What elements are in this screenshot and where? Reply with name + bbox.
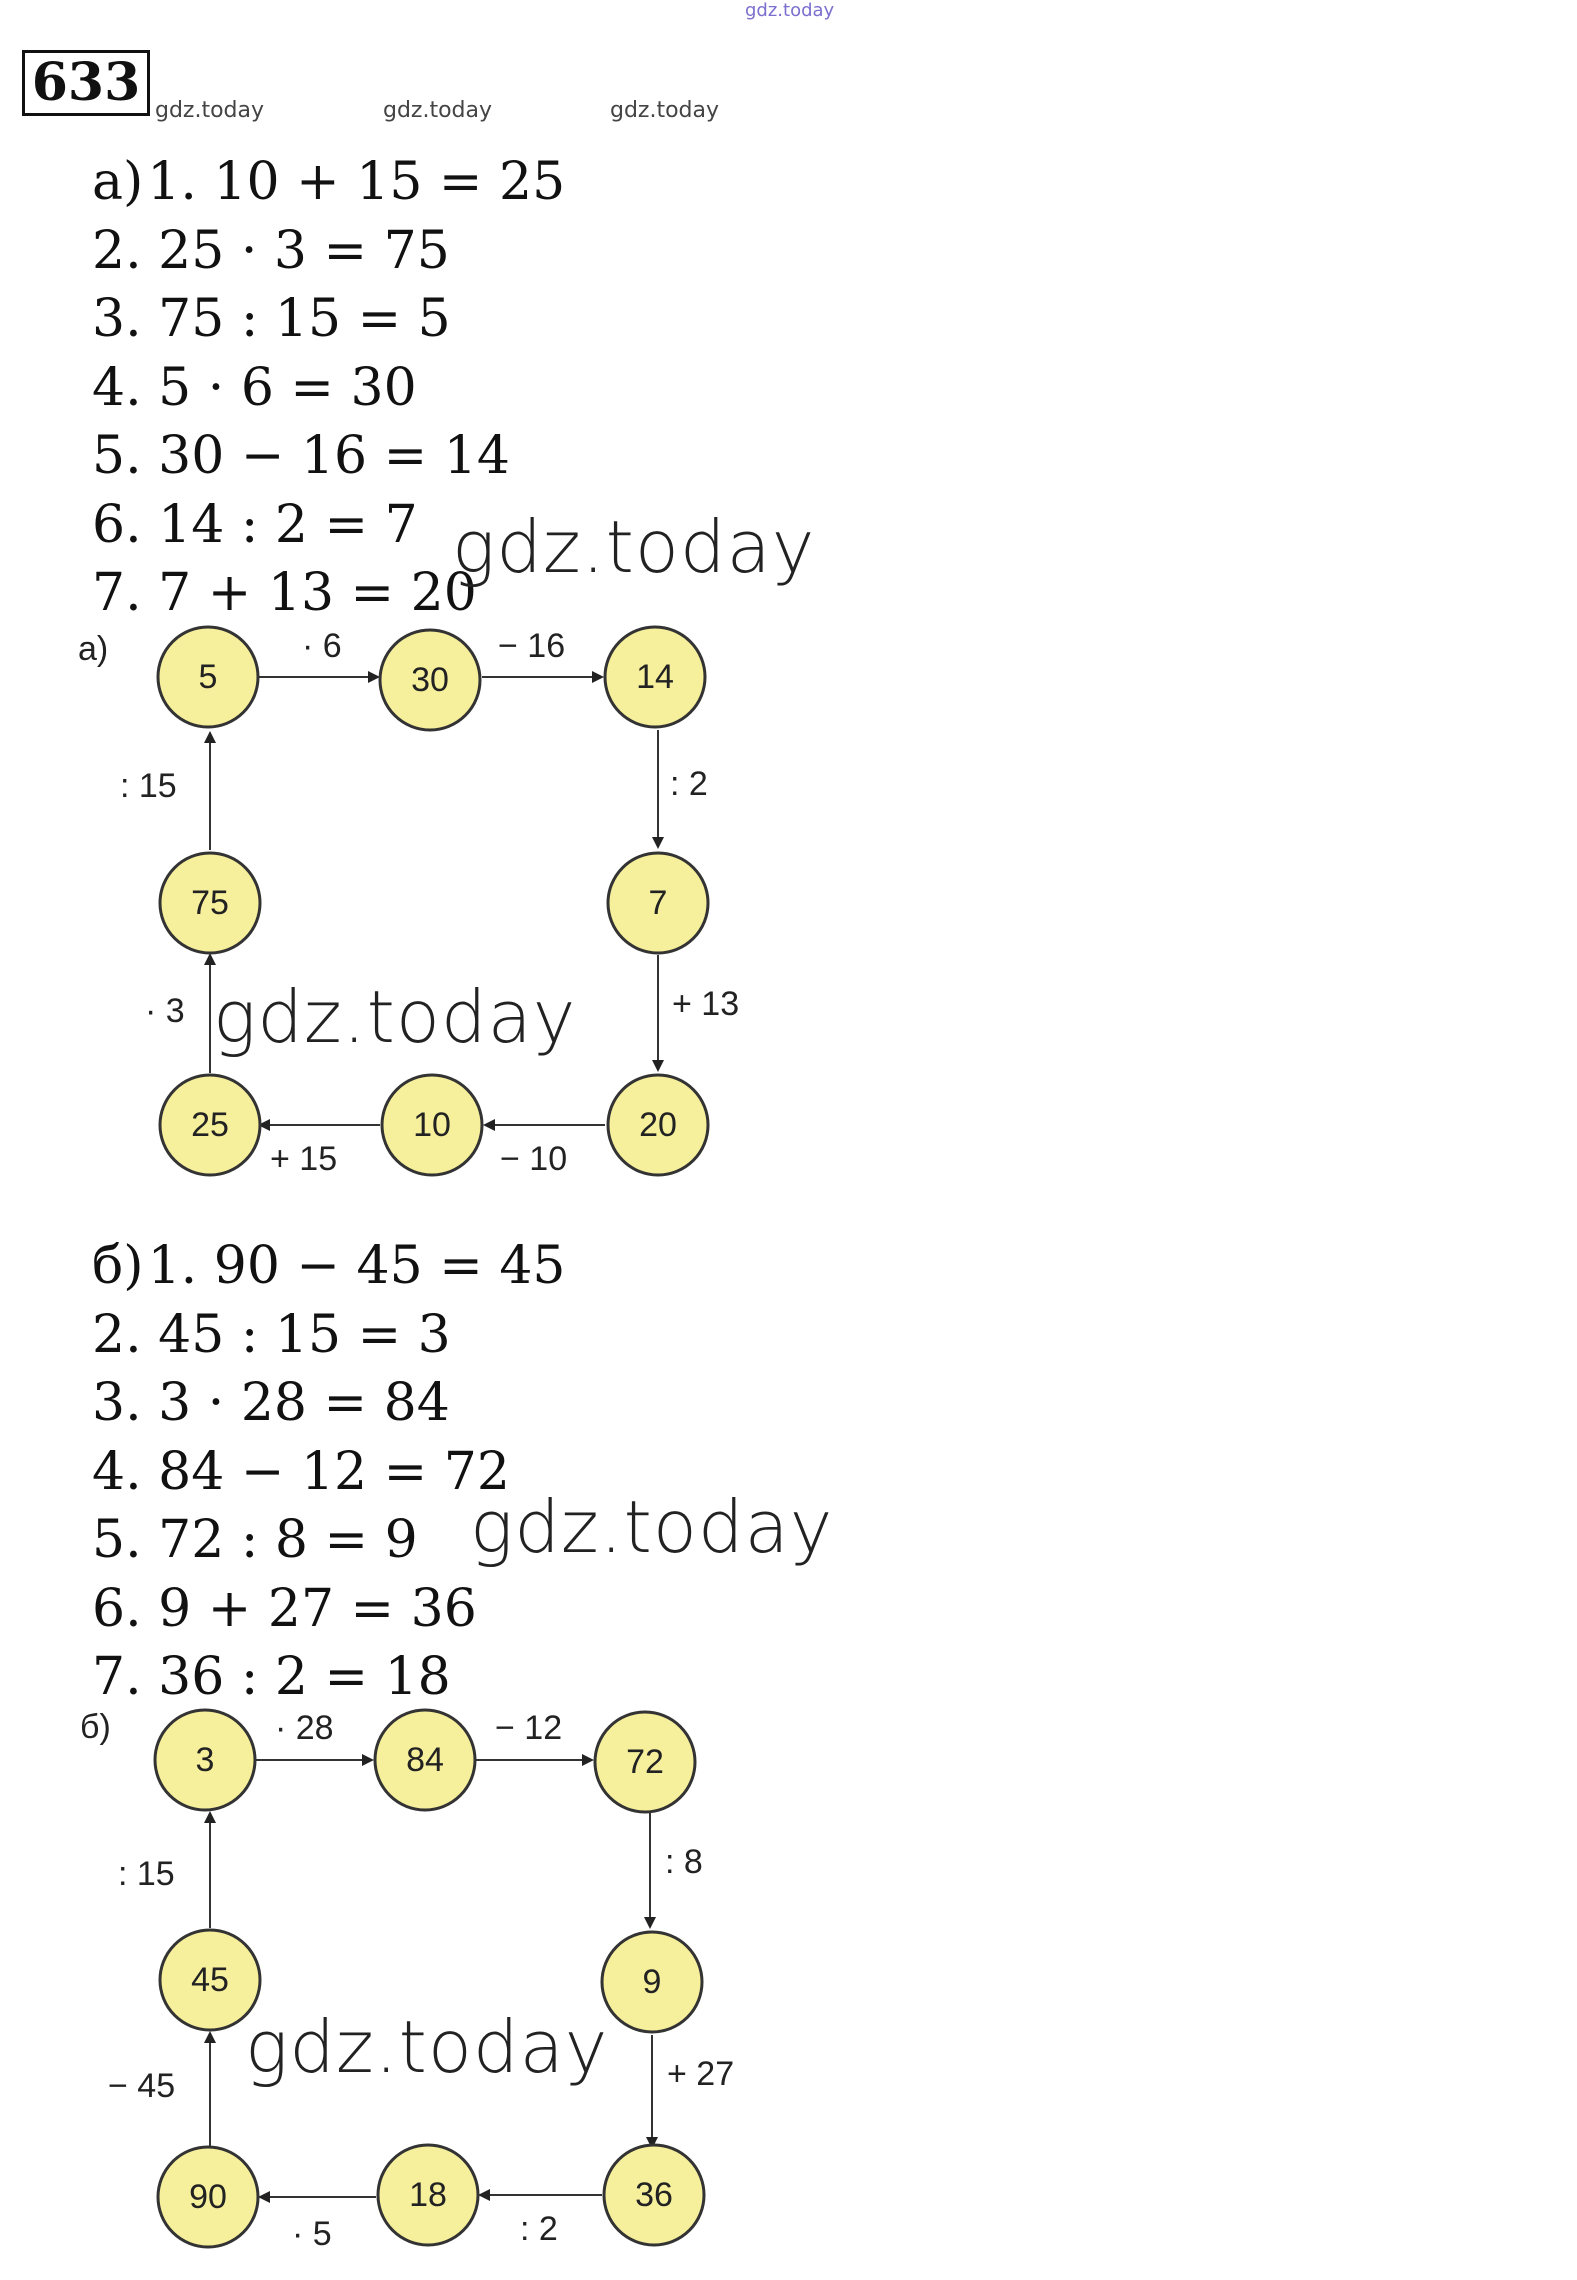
step-text: 1. 10 + 15 = 25: [147, 152, 566, 212]
operation-label: · 6: [302, 627, 342, 665]
step-line: 3. 3 · 28 = 84: [92, 1373, 450, 1433]
part-prefix: б): [92, 1236, 144, 1296]
big-watermark: gdz.today: [213, 975, 577, 1059]
node-value: 14: [636, 658, 674, 696]
node-value: 36: [635, 2176, 673, 2214]
node-value: 3: [195, 1741, 215, 1779]
node: [158, 627, 258, 727]
node-value: 30: [411, 661, 449, 699]
step-line: 7. 36 : 2 = 18: [92, 1647, 451, 1707]
big-watermark: gdz.today: [470, 1485, 834, 1569]
operation-label: − 10: [500, 1140, 568, 1178]
operation-label: − 16: [498, 627, 566, 665]
operation-label: : 15: [118, 1855, 175, 1893]
step-line: [92, 148, 565, 217]
node-value: 10: [413, 1106, 451, 1144]
operation-label: − 45: [108, 2067, 176, 2105]
step-line: [92, 1232, 566, 1301]
diagram-label: а): [78, 630, 109, 668]
node-value: 7: [648, 884, 668, 922]
node: [608, 1075, 708, 1175]
operation-label: : 2: [520, 2210, 558, 2248]
step-line: 3. 75 : 15 = 5: [92, 289, 451, 349]
big-watermark: gdz.today: [452, 505, 816, 589]
node: [382, 1075, 482, 1175]
step-line: 4. 5 · 6 = 30: [92, 357, 417, 418]
operation-label: : 2: [670, 765, 708, 803]
step-line: 2. 25 · 3 = 75: [92, 220, 450, 281]
node: [604, 2145, 704, 2245]
operation-label: + 13: [672, 985, 740, 1023]
step-line: 6. 14 : 2 = 7: [92, 494, 418, 555]
operation-label: · 3: [145, 992, 185, 1030]
step-line: 2. 45 : 15 = 3: [92, 1304, 451, 1365]
operation-label: · 28: [275, 1709, 334, 1747]
header-watermark: gdz.today: [383, 98, 493, 123]
node: [602, 1932, 702, 2032]
part-prefix: а): [92, 152, 144, 212]
top-watermark: gdz.today: [745, 0, 835, 21]
operation-label: + 27: [667, 2055, 735, 2093]
node: [160, 1075, 260, 1175]
node: [380, 630, 480, 730]
operation-label: : 8: [665, 1843, 703, 1881]
node-value: 25: [191, 1106, 229, 1144]
node-value: 9: [642, 1963, 662, 2001]
step-line: 6. 9 + 27 = 36: [92, 1578, 477, 1639]
operation-label: − 12: [495, 1709, 563, 1747]
operation-label: · 5: [292, 2215, 332, 2253]
cycle-diagram-b: [70, 1705, 770, 2275]
node-value: 75: [191, 884, 229, 922]
node: [595, 1712, 695, 1812]
step-line: 4. 84 − 12 = 72: [92, 1441, 510, 1502]
node: [605, 627, 705, 727]
diagram-label: б): [80, 1708, 111, 1746]
node: [375, 1710, 475, 1810]
node: [608, 853, 708, 953]
header-watermark: gdz.today: [610, 98, 720, 123]
step-text: 1. 90 − 45 = 45: [147, 1236, 566, 1296]
node: [155, 1710, 255, 1810]
step-line: 5. 30 − 16 = 14: [92, 426, 510, 486]
node-value: 90: [189, 2178, 227, 2216]
node: [158, 2147, 258, 2247]
node-value: 72: [626, 1743, 664, 1781]
node-value: 45: [191, 1961, 229, 1999]
node-value: 5: [198, 658, 218, 696]
part-b-steps: [92, 1232, 566, 1712]
cycle-diagram-a: [70, 625, 770, 1185]
node: [378, 2145, 478, 2245]
step-line: 5. 72 : 8 = 9: [92, 1510, 418, 1570]
node-value: 20: [639, 1106, 677, 1144]
operation-label: : 15: [120, 767, 177, 805]
step-line: 7. 7 + 13 = 20: [92, 563, 477, 623]
node-value: 84: [406, 1741, 444, 1779]
big-watermark: gdz.today: [245, 2005, 609, 2089]
task-number: 633: [22, 50, 150, 116]
node: [160, 853, 260, 953]
node-value: 18: [409, 2176, 447, 2214]
operation-label: + 15: [270, 1140, 338, 1178]
header-watermark: gdz.today: [155, 98, 265, 123]
